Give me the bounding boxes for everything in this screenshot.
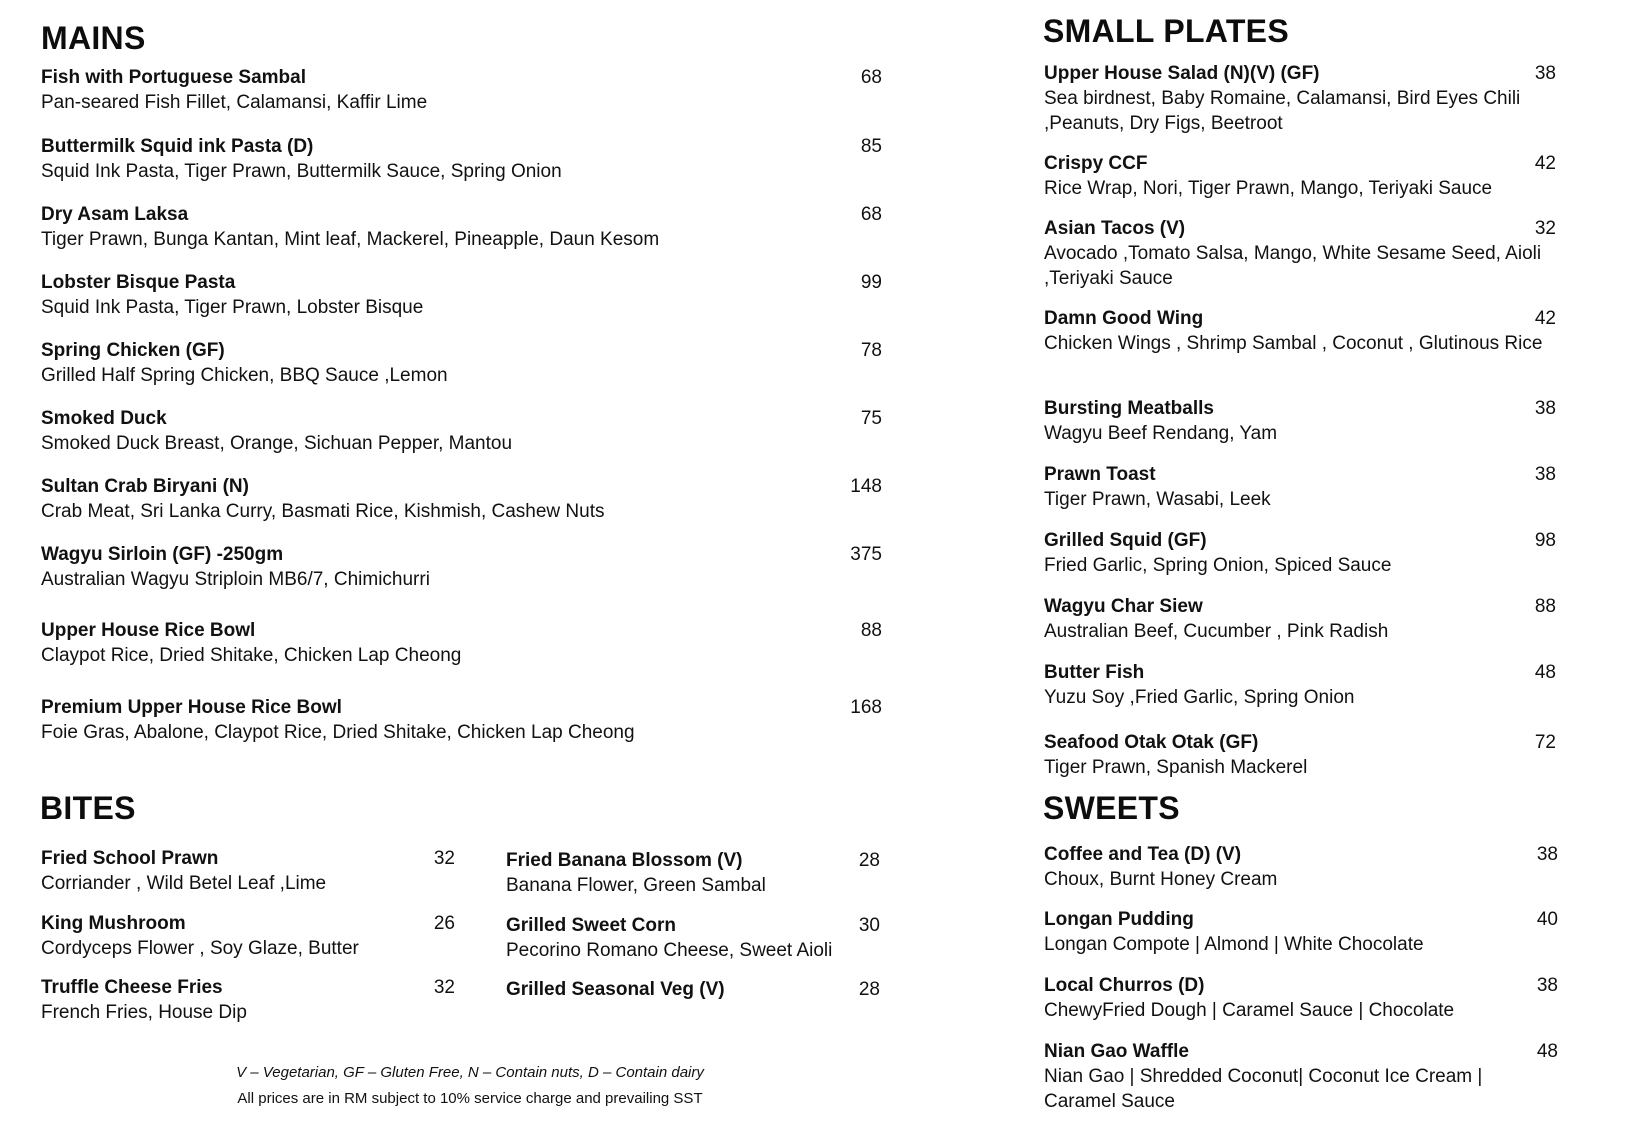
- item-name: Wagyu Char Siew: [1044, 596, 1203, 617]
- item-price: 88: [1534, 596, 1556, 617]
- item-price: 68: [860, 204, 882, 225]
- item-price: 75: [860, 408, 882, 429]
- item-name: Butter Fish: [1044, 662, 1145, 683]
- menu-item: [1044, 61, 1554, 136]
- item-price: 42: [1534, 153, 1556, 174]
- menu-item: [1044, 842, 1558, 892]
- item-price: 88: [860, 620, 882, 641]
- mains-title: MAINS: [41, 20, 146, 56]
- item-name: Wagyu Sirloin (GF) -250gm: [41, 544, 284, 565]
- item-name: Prawn Toast: [1044, 464, 1156, 485]
- small-plates-title: SMALL PLATES: [1043, 13, 1289, 49]
- menu-item: [41, 270, 881, 320]
- item-description: Rice Wrap, Nori, Tiger Prawn, Mango, Teriyaki Sauce: [1044, 178, 1493, 199]
- menu-item: [41, 975, 461, 1025]
- menu-item: [41, 911, 461, 961]
- item-price: 32: [433, 977, 455, 998]
- item-name: Crispy CCF: [1044, 153, 1148, 174]
- item-price: 78: [860, 340, 882, 361]
- menu-item: [506, 848, 886, 898]
- menu-item: [1044, 396, 1554, 446]
- item-price: 98: [1534, 530, 1556, 551]
- item-name: Nian Gao Waffle: [1044, 1041, 1189, 1062]
- item-description: French Fries, House Dip: [41, 1002, 247, 1023]
- item-description: Foie Gras, Abalone, Claypot Rice, Dried Shitake, Chicken Lap Cheong: [41, 722, 635, 743]
- item-name: Fried School Prawn: [41, 848, 219, 869]
- item-description: Pan-seared Fish Fillet, Calamansi, Kaffir Lime: [41, 92, 428, 113]
- item-name: Grilled Squid (GF): [1044, 530, 1207, 551]
- item-name: Local Churros (D): [1044, 975, 1205, 996]
- menu-item: [506, 977, 886, 1002]
- item-price: 28: [858, 979, 880, 1000]
- item-description: Claypot Rice, Dried Shitake, Chicken Lap Cheong: [41, 645, 462, 666]
- item-price: 38: [1536, 844, 1558, 865]
- menu-item: [41, 338, 881, 388]
- item-name: Premium Upper House Rice Bowl: [41, 697, 342, 718]
- item-name: Grilled Sweet Corn: [506, 915, 676, 936]
- bites-title: BITES: [40, 790, 136, 826]
- item-name: Coffee and Tea (D) (V): [1044, 844, 1242, 865]
- menu-item: [1044, 462, 1554, 512]
- item-description: Banana Flower, Green Sambal: [506, 875, 766, 896]
- item-name: Asian Tacos (V): [1044, 218, 1186, 239]
- item-description: Fried Garlic, Spring Onion, Spiced Sauce: [1044, 555, 1392, 576]
- item-description: Pecorino Romano Cheese, Sweet Aioli: [506, 940, 833, 961]
- item-description: Smoked Duck Breast, Orange, Sichuan Pepper, Mantou: [41, 433, 513, 454]
- item-description: ChewyFried Dough | Caramel Sauce | Chocolate: [1044, 1000, 1455, 1021]
- item-name: Longan Pudding: [1044, 909, 1194, 930]
- item-description: Cordyceps Flower , Soy Glaze, Butter: [41, 938, 359, 959]
- item-price: 38: [1534, 464, 1556, 485]
- menu-item: [1044, 1039, 1558, 1114]
- item-price: 38: [1536, 975, 1558, 996]
- item-description: Grilled Half Spring Chicken, BBQ Sauce ,Lemon: [41, 365, 448, 386]
- price-note: All prices are in RM subject to 10% service charge and prevailing SST: [237, 1090, 703, 1107]
- menu-item: [41, 474, 881, 524]
- item-price: 168: [850, 697, 882, 718]
- menu-item: [1044, 907, 1558, 957]
- menu-item: [41, 202, 881, 252]
- menu-item: [41, 65, 881, 115]
- item-description: Crab Meat, Sri Lanka Curry, Basmati Rice, Kishmish, Cashew Nuts: [41, 501, 605, 522]
- dietary-legend: V – Vegetarian, GF – Gluten Free, N – Contain nuts, D – Contain dairy: [236, 1064, 704, 1081]
- item-description: Squid Ink Pasta, Tiger Prawn, Buttermilk Sauce, Spring Onion: [41, 161, 562, 182]
- menu-item: [41, 134, 881, 184]
- item-name: Fried Banana Blossom (V): [506, 850, 743, 871]
- item-description: Chicken Wings , Shrimp Sambal , Coconut , Glutinous Rice: [1044, 333, 1543, 354]
- menu-item: [1044, 216, 1554, 291]
- menu-item: [1044, 528, 1554, 578]
- item-description: Tiger Prawn, Wasabi, Leek: [1044, 489, 1271, 510]
- menu-item: [1044, 151, 1554, 201]
- menu-item: [41, 542, 881, 592]
- item-name: Bursting Meatballs: [1044, 398, 1214, 419]
- menu-item: [1044, 730, 1554, 780]
- item-name: Fish with Portuguese Sambal: [41, 67, 306, 88]
- menu-item: [506, 913, 886, 963]
- item-price: 32: [1534, 218, 1556, 239]
- item-price: 26: [433, 913, 455, 934]
- item-price: 38: [1534, 398, 1556, 419]
- item-name: Buttermilk Squid ink Pasta (D): [41, 136, 314, 157]
- item-description: Yuzu Soy ,Fried Garlic, Spring Onion: [1044, 687, 1355, 708]
- menu-item: [1044, 594, 1554, 644]
- item-price: 48: [1534, 662, 1556, 683]
- item-description: Corriander , Wild Betel Leaf ,Lime: [41, 873, 327, 894]
- item-price: 42: [1534, 308, 1556, 329]
- item-price: 32: [433, 848, 455, 869]
- item-price: 40: [1536, 909, 1558, 930]
- item-name: Grilled Seasonal Veg (V): [506, 979, 725, 1000]
- item-name: Upper House Salad (N)(V) (GF): [1044, 63, 1320, 84]
- menu-item: [41, 695, 881, 745]
- item-description: Tiger Prawn, Bunga Kantan, Mint leaf, Mackerel, Pineapple, Daun Kesom: [41, 229, 660, 250]
- item-price: 38: [1534, 63, 1556, 84]
- item-description: Wagyu Beef Rendang, Yam: [1044, 423, 1278, 444]
- item-name: Spring Chicken (GF): [41, 340, 225, 361]
- item-price: 28: [858, 850, 880, 871]
- item-name: Seafood Otak Otak (GF): [1044, 732, 1259, 753]
- item-description: Choux, Burnt Honey Cream: [1044, 869, 1278, 890]
- item-price: 72: [1534, 732, 1556, 753]
- item-description: Avocado ,Tomato Salsa, Mango, White Sesame Seed, Aioli ,Teriyaki Sauce: [1044, 243, 1542, 289]
- menu-item: [41, 406, 881, 456]
- menu-item: [41, 618, 881, 668]
- item-name: Dry Asam Laksa: [41, 204, 189, 225]
- menu-item: [1044, 306, 1554, 356]
- item-name: Sultan Crab Biryani (N): [41, 476, 249, 497]
- item-price: 68: [860, 67, 882, 88]
- item-description: Sea birdnest, Baby Romaine, Calamansi, Bird Eyes Chili ,Peanuts, Dry Figs, Beetroot: [1044, 88, 1521, 134]
- item-name: Lobster Bisque Pasta: [41, 272, 236, 293]
- item-description: Australian Beef, Cucumber , Pink Radish: [1044, 621, 1389, 642]
- item-description: Tiger Prawn, Spanish Mackerel: [1044, 757, 1308, 778]
- item-description: Nian Gao | Shredded Coconut| Coconut Ice Cream | Caramel Sauce: [1044, 1066, 1483, 1112]
- item-name: Smoked Duck: [41, 408, 167, 429]
- item-name: Truffle Cheese Fries: [41, 977, 223, 998]
- item-name: King Mushroom: [41, 913, 186, 934]
- item-description: Squid Ink Pasta, Tiger Prawn, Lobster Bisque: [41, 297, 424, 318]
- menu-item: [41, 846, 461, 896]
- footnote: [150, 1060, 790, 1112]
- item-price: 85: [860, 136, 882, 157]
- item-price: 148: [850, 476, 882, 497]
- sweets-title: SWEETS: [1043, 790, 1180, 826]
- item-price: 99: [860, 272, 882, 293]
- item-price: 375: [850, 544, 882, 565]
- menu-item: [1044, 973, 1558, 1023]
- item-name: Upper House Rice Bowl: [41, 620, 256, 641]
- item-price: 30: [858, 915, 880, 936]
- item-description: Longan Compote | Almond | White Chocolate: [1044, 934, 1424, 955]
- menu-item: [1044, 660, 1554, 710]
- item-name: Damn Good Wing: [1044, 308, 1204, 329]
- item-description: Australian Wagyu Striploin MB6/7, Chimichurri: [41, 569, 430, 590]
- item-price: 48: [1536, 1041, 1558, 1062]
